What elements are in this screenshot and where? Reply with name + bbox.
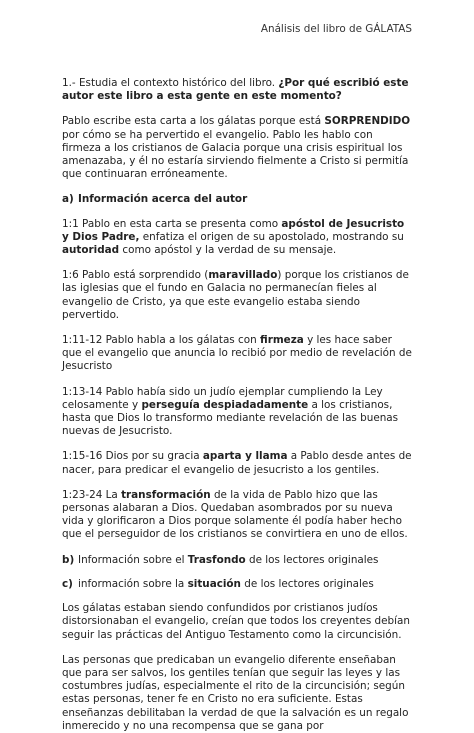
verse-emphasis: transformación xyxy=(121,488,211,501)
intro-text-c: por cómo se ha pervertido el evangelio. Pablo les hablo con firmeza a los cristianos de Galacia porque una crisis espiritual los amenazaba, y él no estaría sirviendo fielmente a Cristo si permitía que continuaran erróneamente. xyxy=(62,128,409,181)
question-1 xyxy=(62,77,412,103)
section-b-label: b) xyxy=(62,553,75,566)
verse-text: a Pablo desde antes de nacer, para predicar el evangelio de jesucristo a los gentiles. xyxy=(62,450,412,476)
verse-text: 1:6 Pablo está sorprendido ( xyxy=(62,269,209,282)
section-a-heading xyxy=(62,193,412,206)
question-text: Estudia el contexto histórico del libro. xyxy=(75,77,279,89)
verse-emphasis: firmeza xyxy=(260,334,304,347)
verse-text: 1:1 Pablo en esta carta se presenta como xyxy=(62,217,282,230)
body-paragraph-1: Los gálatas estaban siendo confundidos por cristianos judíos distorsionaban el evangelio, creían que todos los creyentes debían seguir las prácticas del Antiguo Testamento como la circuncisión. xyxy=(62,602,410,641)
verse-emphasis: autoridad xyxy=(62,244,120,257)
section-b-heading xyxy=(62,554,412,567)
section-a-label: a) xyxy=(62,193,74,206)
verse-text: enfatiza el origen de su apostolado, mostrando su xyxy=(139,230,404,243)
verse-emphasis: perseguía despiadadamente xyxy=(141,398,309,411)
verse-text: 1:23-24 La xyxy=(62,488,122,501)
section-c-heading xyxy=(62,578,412,591)
body-paragraph-2: Las personas que predicaban un evangelio diferente enseñaban que para ser salvos, los gentiles tenían que seguir las leyes y las costumbres judías, especialmente el rito de la circuncisión; según estas personas, tener fe en Cristo no era suficiente. Estas enseñanzas debilitaban la verdad de que la salvación es un regalo inmerecido y no una recompensa que se gana por xyxy=(62,653,409,732)
verse-emphasis: apóstol de Jesucristo y Dios Padre, xyxy=(62,217,405,243)
section-c-text: información sobre la xyxy=(78,577,188,590)
section-b-emphasis: Trasfondo xyxy=(187,553,246,566)
verse-1-23 xyxy=(62,489,412,542)
question-number: 1.- xyxy=(62,77,76,89)
verse-1-6 xyxy=(62,269,412,322)
intro-emphasis: SORPRENDIDO xyxy=(324,115,411,128)
section-c-emphasis: situación xyxy=(187,577,241,590)
verse-1-11 xyxy=(62,334,412,374)
page-header: Análisis del libro de GÁLATAS xyxy=(260,23,412,35)
verse-emphasis: maravillado xyxy=(208,269,278,282)
intro-text-a: Pablo escribe esta carta a los gálatas porque está xyxy=(62,115,325,128)
verse-emphasis: aparta y llama xyxy=(202,450,288,463)
verse-text: ) porque los cristianos de las iglesias que el fundo en Galacia no permanecían fieles al evangelio de Cristo, ya que este evangelio estaba siendo pervertido. xyxy=(62,269,409,321)
verse-1-13 xyxy=(62,386,412,439)
section-b-text: Información sobre el xyxy=(78,553,188,566)
section-c-text: de los lectores originales xyxy=(240,577,374,590)
section-b-text: de los lectores originales xyxy=(245,553,379,566)
verse-text: y les hace saber que el evangelio que anuncia lo recibió por medio de revelación de Jesucristo xyxy=(62,334,412,373)
section-a-title: Información acerca del autor xyxy=(78,193,248,206)
verse-text: 1:11-12 Pablo habla a los gálatas con xyxy=(62,334,260,347)
verse-text: a los cristianos, hasta que Dios lo transformo mediante revelación de las buenas nuevas de Jesucristo. xyxy=(62,398,399,438)
verse-1-15 xyxy=(62,450,412,476)
verse-text: como apóstol y la verdad de su mensaje. xyxy=(119,244,337,257)
verse-text: 1:13-14 Pablo había sido un judío ejemplar cumpliendo la Ley celosamente y xyxy=(62,385,383,411)
verse-1-1 xyxy=(62,218,412,258)
section-c-label: c) xyxy=(62,577,73,590)
question-bold: ¿Por qué escribió este autor este libro a esta gente en este momento? xyxy=(62,77,409,103)
intro-paragraph xyxy=(62,115,412,181)
verse-text: 1:15-16 Dios por su gracia xyxy=(62,450,203,463)
verse-text: de la vida de Pablo hizo que las personas alabaran a Dios. Quedaban asombrados por su nueva vida y glorificaron a Dios porque solamente él podía haber hecho que el perseguidor de los cristianos se convirtiera en uno de ellos. xyxy=(62,488,408,541)
